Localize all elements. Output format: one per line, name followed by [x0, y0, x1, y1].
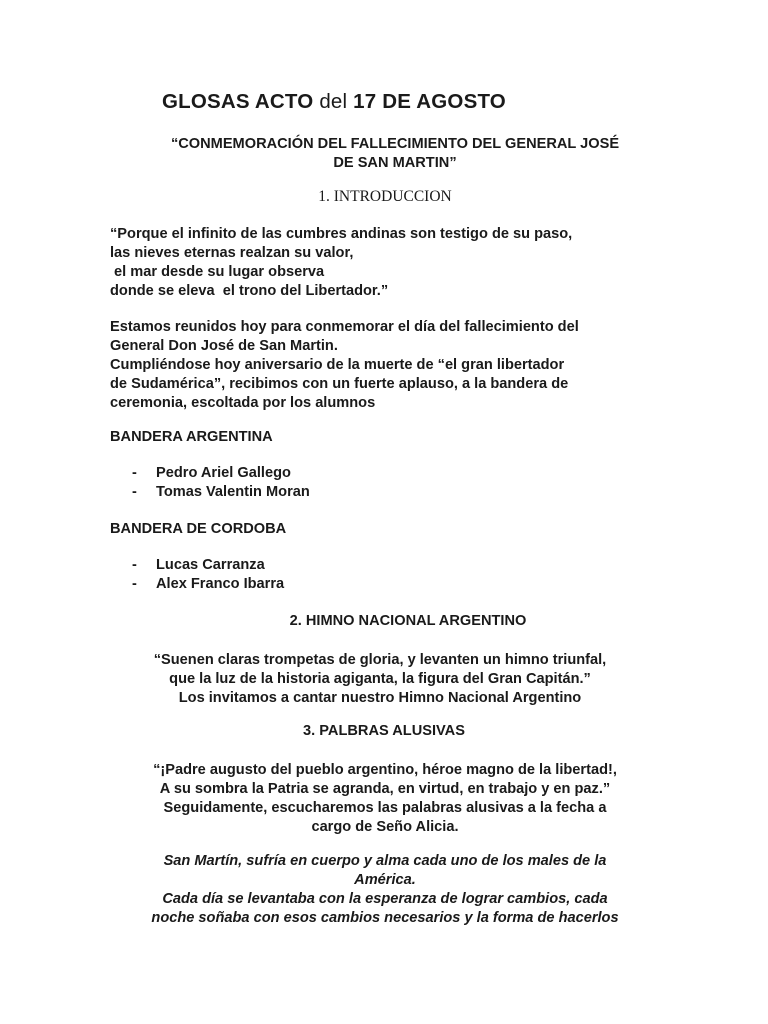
list-item: - Lucas Carranza — [132, 557, 265, 573]
list-item: - Alex Franco Ibarra — [132, 576, 285, 592]
section-heading-himno: 2. HIMNO NACIONAL ARGENTINO — [289, 613, 527, 629]
subtitle: “CONMEMORACIÓN DEL FALLECIMIENTO DEL GENERAL JOSÉ DE SAN MARTIN” — [170, 136, 620, 171]
hymn-text: “Suenen claras trompetas de gloria, y levanten un himno triunfal, que la luz de la historia agiganta, la figura del Gran Capitán.” Los invitamos a cantar nuestro Himno Nacional Argentino — [153, 652, 607, 706]
intro-paragraph: Estamos reunidos hoy para conmemorar el día del fallecimiento del General Don José de San Martin. Cumpliéndose hoy aniversario de la muerte de “el gran libertador de Sudamérica”, recibimos con un fuerte aplauso, a la bandera de ceremonia, escoltada por los alumnos — [110, 319, 579, 411]
flag-bearers-cordoba — [110, 556, 284, 594]
intro-quote: “Porque el infinito de las cumbres andinas son testigo de su paso, las nieves eternas realzan su valor, el mar desde su lugar observa donde se eleva el trono del Libertador.” — [110, 226, 573, 299]
section-heading-alusivas: 3. PALBRAS ALUSIVAS — [303, 723, 465, 739]
flag-bearers-argentina — [110, 464, 310, 502]
page-title: GLOSAS ACTO del 17 DE AGOSTO — [162, 90, 506, 113]
list-item: - Pedro Ariel Gallego — [132, 465, 291, 481]
alusivas-text: “¡Padre augusto del pueblo argentino, héroe magno de la libertad!, A su sombra la Patria se agranda, en virtud, en trabajo y en paz.” Seguidamente, escucharemos las palabras alusivas a la fecha a cargo de Seño Alicia. — [153, 762, 617, 835]
closing-italic-text: San Martín, sufría en cuerpo y alma cada uno de los males de la América. Cada día se levantaba con la esperanza de lograr cambios, cada noche soñaba con esos cambios necesarios y la forma de hacerlos — [151, 853, 619, 926]
list-item: - Tomas Valentin Moran — [132, 484, 310, 500]
section-heading-introduccion: 1. INTRODUCCION — [318, 188, 452, 205]
flag-heading-argentina: BANDERA ARGENTINA — [110, 429, 273, 445]
flag-heading-cordoba: BANDERA DE CORDOBA — [110, 521, 287, 537]
